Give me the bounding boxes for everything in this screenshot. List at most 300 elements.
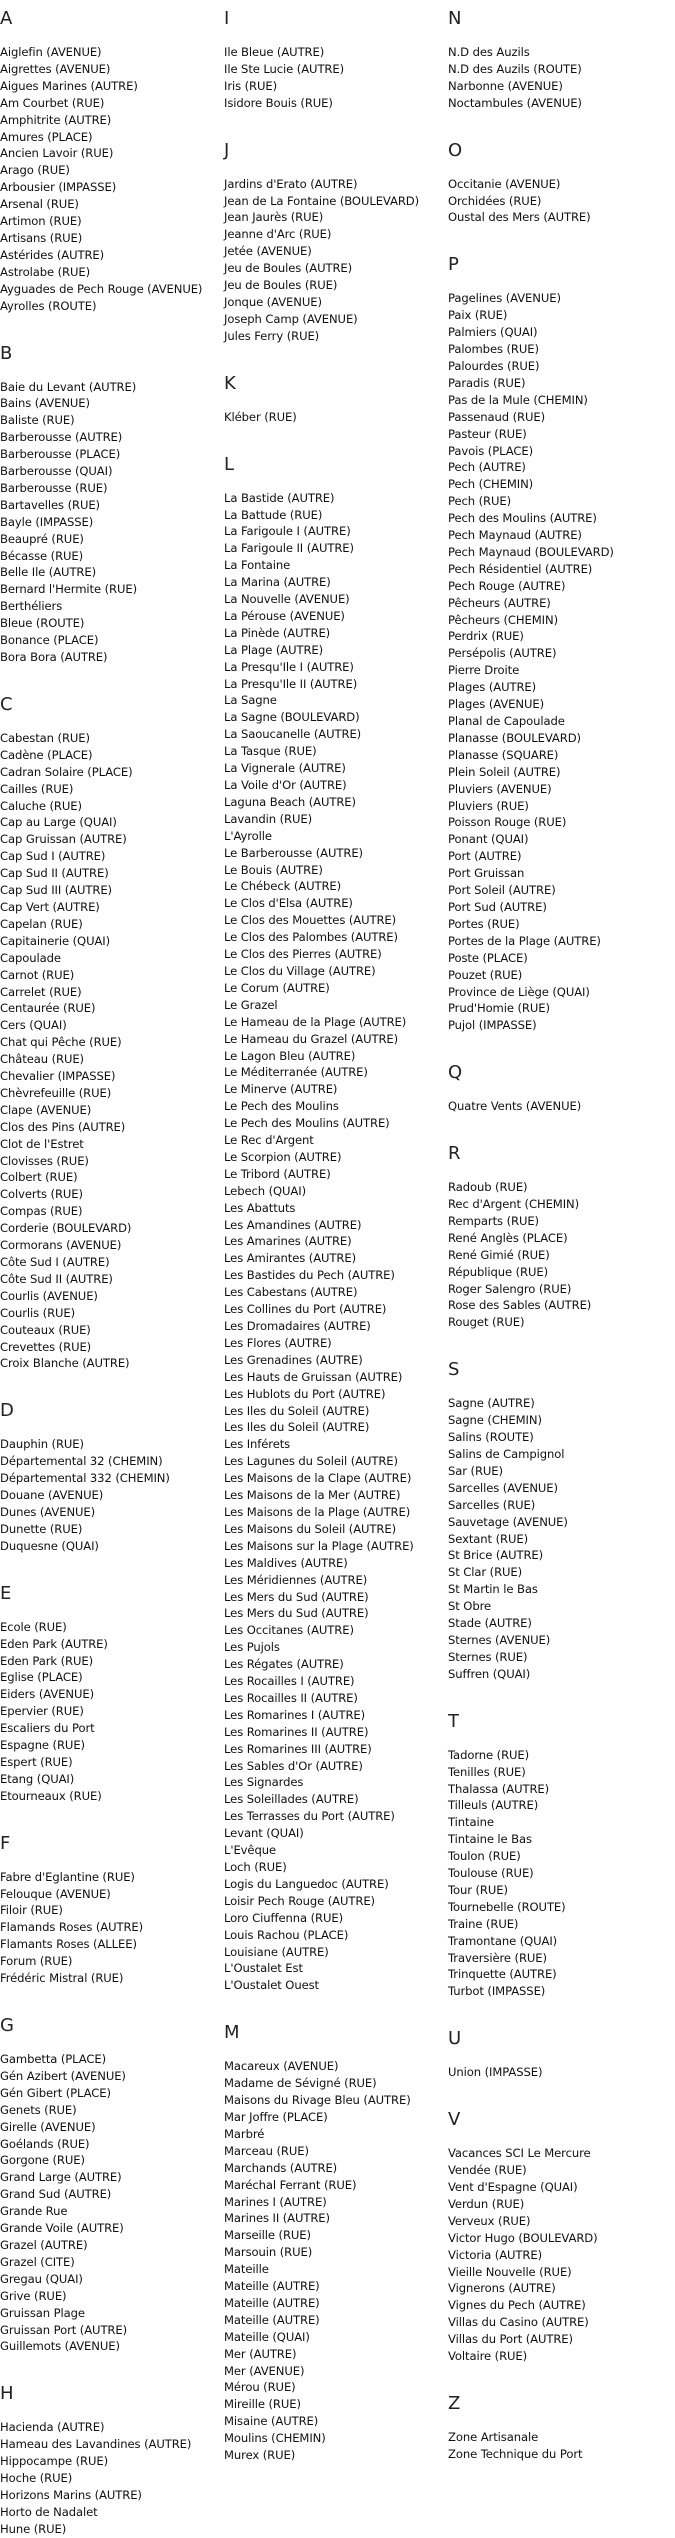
street-entry: Cers (QUAI) (0, 1018, 67, 1033)
street-entry: Murex (RUE) (224, 2448, 296, 2463)
letter-section-i (224, 0, 444, 132)
section-spacer (448, 2081, 672, 2101)
letter-heading: B (0, 342, 13, 364)
street-entry: Turbot (IMPASSE) (448, 1984, 546, 1999)
street-entry: Hippocampe (RUE) (0, 2454, 109, 2469)
letter-heading: A (0, 8, 13, 29)
street-list (0, 730, 220, 1372)
letter-heading: K (224, 372, 236, 394)
street-entry: Vent d'Espagne (QUAI) (448, 2180, 578, 2194)
street-entry: Ponant (QUAI) (448, 832, 529, 847)
street-list (448, 44, 672, 112)
street-entry: Mérou (RUE) (224, 2380, 296, 2395)
street-entry: Marceau (RUE) (224, 2143, 309, 2158)
street-entry: Vacances SCI Le Mercure (448, 2146, 591, 2161)
street-entry: Le Clos des Pierres (AUTRE) (224, 947, 382, 962)
letter-section-n (448, 0, 672, 132)
street-entry: Victoria (AUTRE) (448, 2247, 543, 2262)
street-entry: Jeanne d'Arc (RUE) (224, 227, 332, 242)
street-entry: Iris (RUE) (224, 78, 278, 93)
street-entry: Am Courbet (RUE) (0, 95, 105, 110)
street-entry: Ancien Lavoir (RUE) (0, 146, 114, 161)
street-entry: Marbré (224, 2126, 265, 2141)
street-entry: Passenaud (RUE) (448, 409, 546, 424)
street-entry: Bains (AVENUE) (0, 396, 90, 411)
street-entry: Pêcheurs (AUTRE) (448, 595, 551, 610)
street-entry: Grazel (CITE) (0, 2254, 75, 2269)
street-entry: Belle Ile (AUTRE) (0, 565, 97, 580)
letter-heading: P (448, 254, 459, 276)
street-entry: Gén Azibert (AVENUE) (0, 2068, 126, 2083)
street-entry: Ile Ste Lucie (AUTRE) (224, 61, 345, 76)
street-entry: Prud'Homie (RUE) (448, 1001, 550, 1016)
section-spacer (0, 1555, 220, 1575)
letter-section-r (448, 1135, 672, 1351)
street-list (448, 1179, 672, 1331)
street-entry: Le Hameau du Grazel (AUTRE) (224, 1031, 399, 1046)
letter-heading: Q (448, 1062, 463, 1084)
street-entry: Poste (PLACE) (448, 950, 528, 965)
street-entry: La Farigoule II (AUTRE) (224, 541, 354, 556)
street-entry: Corderie (BOULEVARD) (0, 1221, 132, 1236)
letter-section-g (0, 2007, 220, 2375)
street-entry: Cap au Large (QUAI) (0, 815, 117, 830)
street-entry: Les Dromadaires (AUTRE) (224, 1319, 371, 1333)
street-entry: Rose des Sables (AUTRE) (448, 1298, 592, 1313)
street-entry: Le Chébeck (AUTRE) (224, 879, 342, 894)
street-list (224, 176, 444, 345)
street-entry: Vignerons (AUTRE) (448, 2281, 556, 2296)
street-entry: Madame de Sévigné (RUE) (224, 2076, 377, 2091)
street-entry: Les Maisons de la Plage (AUTRE) (224, 1504, 411, 1519)
street-entry: Marsouin (RUE) (224, 2245, 313, 2260)
street-entry: Pluviers (RUE) (448, 798, 529, 813)
street-entry: Courlis (AVENUE) (0, 1288, 98, 1303)
street-entry: Berthéliers (0, 599, 63, 614)
street-entry: Hoche (RUE) (0, 2471, 73, 2486)
street-entry: Duquesne (QUAI) (0, 1538, 99, 1553)
street-entry: Rec d'Argent (CHEMIN) (448, 1197, 580, 1212)
street-list (0, 2419, 220, 2537)
street-entry: La Tasque (RUE) (224, 744, 317, 759)
street-entry: Le Corum (AUTRE) (224, 980, 330, 995)
street-list (224, 490, 444, 1995)
street-entry: Eden Park (AUTRE) (0, 1636, 108, 1651)
letter-section-e (0, 1575, 220, 1825)
street-entry: Jeu de Boules (AUTRE) (224, 261, 353, 276)
section-spacer (224, 1994, 444, 2014)
street-entry: Isidore Bouis (RUE) (224, 95, 333, 110)
street-entry: Les Romarines II (AUTRE) (224, 1724, 369, 1739)
street-entry: St Obre (448, 1599, 492, 1614)
letter-section-m (224, 2014, 444, 2464)
street-entry: Bonance (PLACE) (0, 633, 99, 648)
street-entry: Les Maldives (AUTRE) (224, 1555, 348, 1570)
street-entry: Remparts (RUE) (448, 1213, 539, 1228)
section-spacer (448, 226, 672, 246)
street-entry: Mer (AUTRE) (224, 2346, 297, 2361)
street-entry: Astérides (AUTRE) (0, 247, 105, 262)
letter-section-h (0, 2375, 220, 2537)
street-entry: Port Gruissan (448, 866, 525, 881)
street-entry: Mar Joffre (PLACE) (224, 2109, 328, 2124)
street-entry: Marchands (AUTRE) (224, 2160, 338, 2175)
street-entry: Rouget (RUE) (448, 1315, 525, 1330)
street-entry: Côte Sud II (AUTRE) (0, 1271, 113, 1286)
letter-heading: S (448, 1359, 460, 1381)
street-entry: Loch (RUE) (224, 1860, 287, 1874)
street-list (448, 290, 672, 1034)
letter-section-q (448, 1054, 672, 1135)
street-entry: Sagne (CHEMIN) (448, 1413, 542, 1428)
letter-heading: R (448, 1143, 461, 1165)
street-entry: Le Scorpion (AUTRE) (224, 1149, 342, 1164)
street-entry: Barberousse (PLACE) (0, 447, 121, 462)
street-entry: Levant (QUAI) (224, 1826, 304, 1841)
street-entry: Le Bouis (AUTRE) (224, 862, 323, 877)
street-list (224, 2058, 444, 2464)
street-entry: Artisans (RUE) (0, 230, 83, 245)
street-entry: Palmiers (QUAI) (448, 325, 538, 340)
street-entry: Poisson Rouge (RUE) (448, 815, 567, 830)
street-entry: Pasteur (RUE) (448, 426, 527, 441)
street-entry: Tenilles (RUE) (448, 1764, 526, 1779)
street-entry: Mateille (AUTRE) (224, 2279, 320, 2294)
street-entry: Les Romarines I (AUTRE) (224, 1707, 366, 1722)
street-entry: Grande Voile (AUTRE) (0, 2221, 124, 2236)
street-entry: Traversière (RUE) (448, 1950, 547, 1965)
street-entry: Carnot (RUE) (0, 967, 75, 982)
street-entry: Gambetta (PLACE) (0, 2052, 107, 2066)
street-entry: Paix (RUE) (448, 308, 508, 323)
letter-section-v (448, 2101, 672, 2385)
letter-heading: L (224, 453, 235, 475)
street-entry: Chèvrefeuille (RUE) (0, 1085, 112, 1100)
street-entry: Château (RUE) (0, 1052, 84, 1067)
section-spacer (448, 1115, 672, 1135)
street-entry: Planal de Capoulade (448, 714, 565, 728)
street-entry: Tadorne (RUE) (448, 1747, 530, 1762)
letter-section-t (448, 1703, 672, 2021)
street-entry: Maréchal Ferrant (RUE) (224, 2177, 357, 2192)
street-entry: Pech (RUE) (448, 494, 512, 509)
street-entry: Moulins (CHEMIN) (224, 2431, 326, 2446)
street-entry: Quatre Vents (AVENUE) (448, 1099, 582, 1114)
street-entry: Port Soleil (AUTRE) (448, 883, 556, 898)
street-entry: Le Minerve (AUTRE) (224, 1082, 338, 1097)
street-entry: Les Pujols (224, 1640, 280, 1655)
section-spacer (448, 1683, 672, 1703)
street-entry: La Pérouse (AVENUE) (224, 608, 345, 623)
letter-heading: G (0, 2015, 14, 2036)
street-entry: Les Grenadines (AUTRE) (224, 1352, 363, 1367)
street-entry: Cap Vert (AUTRE) (0, 899, 100, 914)
street-entry: Les Mers du Sud (AUTRE) (224, 1589, 369, 1604)
street-entry: Toulon (RUE) (448, 1849, 521, 1864)
street-entry: Marines II (AUTRE) (224, 2211, 330, 2226)
street-entry: Les Iles du Soleil (AUTRE) (224, 1420, 370, 1435)
street-entry: Macareux (AVENUE) (224, 2059, 339, 2074)
street-entry: Salins (ROUTE) (448, 1430, 534, 1445)
street-entry: Pierre Droite (448, 663, 520, 678)
street-entry: Les Maisons de la Clape (AUTRE) (224, 1471, 412, 1486)
street-list (0, 2051, 220, 2355)
street-entry: Les Bastides du Pech (AUTRE) (224, 1268, 395, 1283)
street-entry: Vieille Nouvelle (RUE) (448, 2264, 572, 2279)
street-entry: Croix Blanche (AUTRE) (0, 1356, 130, 1371)
street-entry: Persépolis (AUTRE) (448, 646, 557, 661)
street-entry: Les Signardes (224, 1775, 304, 1790)
street-entry: Gregau (QUAI) (0, 2271, 83, 2286)
letter-heading: O (448, 139, 463, 161)
street-entry: Bernard l'Hermite (RUE) (0, 582, 138, 597)
street-entry: Pech Maynaud (BOULEVARD) (448, 544, 614, 559)
street-entry: Côte Sud I (AUTRE) (0, 1255, 110, 1269)
street-entry: Pujol (IMPASSE) (448, 1018, 537, 1033)
street-entry: Les Lagunes du Soleil (AUTRE) (224, 1454, 398, 1469)
street-entry: Amures (PLACE) (0, 129, 93, 144)
street-entry: Mateille (AUTRE) (224, 2312, 320, 2327)
street-entry: L'Ayrolle (224, 828, 272, 843)
street-entry: Cap Sud III (AUTRE) (0, 883, 112, 898)
street-entry: Toulouse (RUE) (448, 1866, 534, 1881)
street-entry: Les Amarines (AUTRE) (224, 1234, 352, 1249)
street-entry: Grive (RUE) (0, 2288, 67, 2303)
street-entry: Les Occitanes (AUTRE) (224, 1623, 354, 1638)
street-entry: La Plage (AUTRE) (224, 642, 324, 657)
street-entry: Clape (AVENUE) (0, 1102, 92, 1117)
street-entry: Port (AUTRE) (448, 849, 522, 864)
street-entry: La Farigoule I (AUTRE) (224, 524, 351, 539)
street-entry: Marseille (RUE) (224, 2228, 311, 2243)
street-entry: Ayguades de Pech Rouge (AVENUE) (0, 281, 203, 296)
street-entry: Forum (RUE) (0, 1954, 73, 1969)
street-entry: Chevalier (IMPASSE) (0, 1069, 116, 1084)
street-entry: Chat qui Pêche (RUE) (0, 1035, 122, 1050)
street-entry: Douane (AVENUE) (0, 1488, 104, 1503)
letter-section-a (0, 0, 220, 335)
street-entry: Beaupré (RUE) (0, 531, 84, 546)
section-spacer (448, 112, 672, 132)
street-entry: N.D des Auzils (448, 45, 530, 59)
street-entry: Narbonne (AVENUE) (448, 78, 563, 93)
street-entry: La Fontaine (224, 558, 291, 573)
street-entry: Cailles (RUE) (0, 781, 74, 796)
street-entry: Stade (AUTRE) (448, 1616, 532, 1631)
section-spacer (0, 1372, 220, 1392)
section-spacer (0, 666, 220, 686)
street-entry: Le Clos des Mouettes (AUTRE) (224, 913, 397, 928)
street-entry: Louis Rachou (PLACE) (224, 1927, 349, 1942)
street-entry: Fabre d'Eglantine (RUE) (0, 1869, 135, 1884)
street-entry: Guillemots (AVENUE) (0, 2339, 120, 2354)
street-entry: Pech Maynaud (AUTRE) (448, 528, 582, 543)
street-entry: La Pinède (AUTRE) (224, 625, 331, 640)
street-entry: Cap Sud II (AUTRE) (0, 866, 109, 881)
street-entry: St Clar (RUE) (448, 1565, 523, 1580)
street-entry: Hune (RUE) (0, 2521, 67, 2536)
street-list (448, 1098, 672, 1115)
street-entry: Jeu de Boules (RUE) (224, 278, 338, 293)
street-entry: Planasse (SQUARE) (448, 747, 559, 762)
street-entry: St Martin le Bas (448, 1582, 538, 1597)
street-entry: Girelle (AVENUE) (0, 2119, 96, 2134)
street-entry: Genets (RUE) (0, 2102, 77, 2117)
letter-section-z (448, 2385, 672, 2463)
section-spacer (0, 2355, 220, 2375)
street-entry: Horizons Marins (AUTRE) (0, 2487, 142, 2502)
street-entry: Barberousse (RUE) (0, 480, 108, 495)
street-entry: Les Inférets (224, 1437, 291, 1452)
street-entry: Flamants Roses (ALLEE) (0, 1937, 137, 1952)
street-entry: Tintaine le Bas (448, 1832, 532, 1847)
street-entry: Logis du Languedoc (AUTRE) (224, 1876, 389, 1891)
street-entry: Grand Sud (AUTRE) (0, 2187, 112, 2202)
street-entry: Planasse (BOULEVARD) (448, 730, 581, 745)
section-spacer (224, 426, 444, 446)
street-entry: La Bastide (AUTRE) (224, 490, 335, 505)
letter-heading: D (0, 1400, 14, 1422)
letter-section-s (448, 1351, 672, 1702)
street-entry: Capelan (RUE) (0, 916, 83, 931)
street-entry: La Presqu'Ile II (AUTRE) (224, 676, 358, 691)
street-entry: Colverts (RUE) (0, 1187, 83, 1202)
street-entry: Suffren (QUAI) (448, 1666, 531, 1681)
street-entry: Horto de Nadalet (0, 2504, 98, 2519)
street-list (0, 1869, 220, 1987)
street-entry: Les Hauts de Gruissan (AUTRE) (224, 1369, 403, 1384)
street-entry: Eiders (AVENUE) (0, 1687, 95, 1702)
street-entry: Pech Résidentiel (AUTRE) (448, 561, 593, 576)
street-entry: Mateille (224, 2262, 269, 2277)
street-entry: L'Oustalet Ouest (224, 1978, 319, 1993)
street-list (448, 176, 672, 227)
street-entry: Sternes (RUE) (448, 1649, 528, 1664)
street-entry: La Sagne (224, 693, 277, 708)
street-entry: La Battude (RUE) (224, 507, 323, 522)
street-entry: Loro Ciuffenna (RUE) (224, 1910, 343, 1925)
street-entry: Le Pech des Moulins (AUTRE) (224, 1116, 390, 1131)
street-entry: Province de Liège (QUAI) (448, 984, 590, 999)
street-entry: Gén Gibert (PLACE) (0, 2085, 111, 2100)
street-entry: Gorgone (RUE) (0, 2153, 85, 2168)
street-entry: Les Régates (AUTRE) (224, 1657, 344, 1672)
street-entry: Tintaine (448, 1815, 494, 1830)
street-entry: Bécasse (RUE) (0, 548, 84, 563)
street-entry: Les Maisons du Soleil (AUTRE) (224, 1521, 397, 1536)
street-entry: Vendée (RUE) (448, 2163, 527, 2178)
street-entry: René Gimié (RUE) (448, 1247, 550, 1262)
street-entry: Sextant (RUE) (448, 1531, 528, 1546)
street-list (0, 379, 220, 666)
street-entry: Grande Rue (0, 2204, 68, 2219)
street-entry: Le Barberousse (AUTRE) (224, 845, 363, 860)
street-entry: L'Oustalet Est (224, 1961, 303, 1976)
street-entry: Le Rec d'Argent (224, 1133, 314, 1148)
section-spacer (0, 1987, 220, 2007)
street-entry: Zone Technique du Port (448, 2446, 583, 2461)
street-entry: Tour (RUE) (448, 1882, 508, 1897)
street-entry: Hacienda (AUTRE) (0, 2420, 105, 2435)
street-entry: Jetée (AVENUE) (224, 244, 312, 259)
street-entry: Portes de la Plage (AUTRE) (448, 933, 601, 948)
street-entry: Palombes (RUE) (448, 342, 539, 357)
street-entry: Paradis (RUE) (448, 375, 526, 390)
street-entry: Etang (QUAI) (0, 1771, 75, 1786)
street-entry: Les Iles du Soleil (AUTRE) (224, 1403, 370, 1418)
street-entry: La Nouvelle (AVENUE) (224, 592, 350, 607)
street-entry: Les Collines du Port (AUTRE) (224, 1302, 387, 1317)
street-entry: Salins de Campignol (448, 1447, 565, 1461)
street-entry: St Brice (AUTRE) (448, 1548, 544, 1563)
street-entry: Dunette (RUE) (0, 1521, 83, 1536)
street-entry: Centaurée (RUE) (0, 1001, 96, 1016)
street-entry: La Saoucanelle (AUTRE) (224, 727, 362, 742)
street-entry: Ayrolles (ROUTE) (0, 298, 97, 313)
street-entry: La Presqu'Ile I (AUTRE) (224, 659, 354, 674)
section-spacer (0, 315, 220, 335)
letter-section-f (0, 1825, 220, 2007)
street-entry: Plages (AUTRE) (448, 680, 537, 695)
letter-section-o (448, 132, 672, 247)
letter-heading: F (0, 1832, 11, 1854)
street-entry: Caluche (RUE) (0, 798, 82, 813)
street-entry: Sarcelles (AVENUE) (448, 1480, 558, 1495)
street-entry: Clos des Pins (AUTRE) (0, 1119, 126, 1134)
street-entry: Cap Gruissan (AUTRE) (0, 832, 127, 847)
letter-heading: N (448, 8, 462, 29)
letter-section-l (224, 446, 444, 2015)
street-entry: Epervier (RUE) (0, 1704, 84, 1719)
street-entry: Les Terrasses du Port (AUTRE) (224, 1809, 395, 1824)
letter-heading: Z (448, 2392, 461, 2414)
street-entry: Pech (AUTRE) (448, 460, 526, 475)
street-entry: Espagne (RUE) (0, 1738, 85, 1753)
street-entry: Jean Jaurès (RUE) (224, 210, 324, 225)
street-entry: Pagelines (AVENUE) (448, 291, 561, 306)
street-entry: Les Abattuts (224, 1200, 296, 1215)
street-entry: Astrolabe (RUE) (0, 264, 91, 279)
street-entry: Occitanie (AVENUE) (448, 176, 561, 191)
street-entry: Colbert (RUE) (0, 1170, 78, 1185)
street-entry: Louisiane (AUTRE) (224, 1944, 329, 1959)
street-entry: Baliste (RUE) (0, 413, 75, 428)
letter-heading: I (224, 8, 230, 29)
street-entry: Départemental 32 (CHEMIN) (0, 1454, 163, 1469)
street-entry: Les Maisons de la Mer (AUTRE) (224, 1488, 401, 1503)
street-entry: Jardins d'Erato (AUTRE) (224, 176, 358, 191)
street-list (448, 1747, 672, 2001)
street-entry: Mireille (RUE) (224, 2397, 301, 2412)
section-spacer (224, 112, 444, 132)
street-entry: Port Sud (AUTRE) (448, 899, 547, 914)
street-entry: Escaliers du Port (0, 1721, 95, 1736)
letter-section-k (224, 365, 444, 446)
street-entry: Frédéric Mistral (RUE) (0, 1971, 124, 1986)
street-entry: Jean de La Fontaine (BOULEVARD) (224, 193, 420, 208)
letter-heading: M (224, 2022, 240, 2044)
street-list (224, 409, 444, 426)
street-entry: Compas (RUE) (0, 1204, 83, 1219)
street-entry: Les Amirantes (AUTRE) (224, 1251, 357, 1266)
street-entry: Trinquette (AUTRE) (448, 1967, 557, 1982)
street-entry: Jules Ferry (RUE) (224, 328, 320, 343)
street-entry: Pavois (PLACE) (448, 443, 533, 458)
letter-heading: T (448, 1710, 459, 1732)
street-entry: Radoub (RUE) (448, 1180, 528, 1195)
street-entry: Espert (RUE) (0, 1754, 73, 1769)
letter-heading: J (224, 139, 230, 161)
